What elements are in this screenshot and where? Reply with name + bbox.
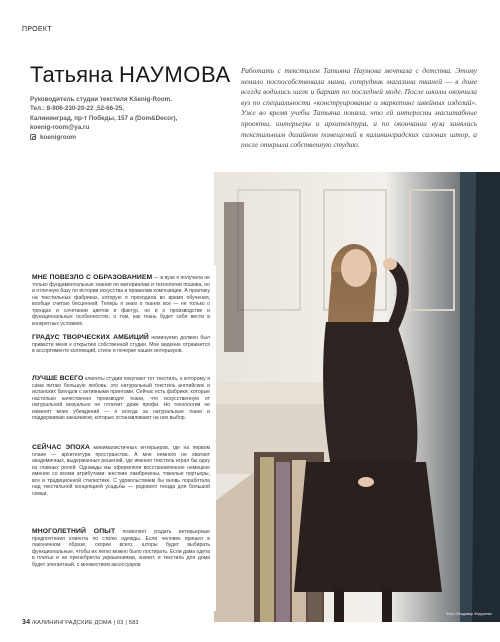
instagram-handle: koenigroom	[40, 133, 77, 141]
intro-text: Работать с текстилем Татьяна Наумова мечтала с детства. Этому немало поспособствовала мама, сотрудник магазина тканей — в доме всегда водились шелк и бархат по последней моде. После школы окончила вуз по специальности «конструирование и маркетинг швейных изделий». Уже во время учебы Татьяна поняла, что ей интересны масштабные проекты, интерьеры и архитектура, и по окончании вуза занялась текстильным дизайном помещений в калининградских салонах штор, а после открыла собственную студию.	[241, 66, 477, 150]
magazine-name: /КАЛИНИНГРАДСКИЕ ДОМА | 03 | 583	[31, 620, 139, 626]
paragraph-heading: ГРАДУС ТВОРЧЕСКИХ АМБИЦИЙ	[32, 334, 149, 341]
paragraph-heading: МНЕ ПОВЕЗЛО С ОБРАЗОВАНИЕМ	[32, 274, 153, 281]
paragraph-heading: СЕЙЧАС ЭПОХА	[32, 444, 91, 451]
paragraph-best	[32, 376, 210, 422]
contact-phone: Тел.: 8-906-230-20-22 ,52-66-25,	[30, 105, 124, 113]
first-name: Татьяна	[30, 62, 113, 87]
paragraph-body: — в вузе я получила не только фундаментальные знания по материалам и технологии пошива, но и отличную базу по истории искусства и правилам композиции. А практику на текстильных фабриках, которую я проходила во время обучения, вообще считаю бесценной. Теперь я знаю о тканях все — не только о трендах и сочетании цветов и фактур, но и о производстве и функциональных особенностях, о том, как ткань будет себя вести в конкретных условиях.	[32, 275, 210, 327]
paragraph-body: неминуемо должен был привести меня к открытию собственной студии. Мое видение отражается в ассортименте коллекций, стиле и почерке наших интерьеров.	[32, 335, 210, 355]
person-name	[30, 62, 231, 88]
paragraph-body: минималистичных интерьеров, где на первом плане — архитектура пространства. А мне немного не хватает академичных, выдержанных решений, где именно текстиль играл бы одну из главных ролей. Однажды мы оформляли восстановленное немецкое имение со всеми атрибутами: жесткие ламбрекены, тяжелые портьеры, все в традиционной стилистике. С удовольствием бы вновь поработала над текстильной концепцией усадьбы — родового гнезда для большой семьи.	[32, 445, 211, 497]
section-label: ПРОЕКТ	[22, 26, 52, 33]
contact-instagram	[30, 133, 235, 142]
paragraph-education	[32, 275, 210, 327]
contact-email: koenig-room@ya.ru	[30, 124, 90, 132]
photo-credit: Фото: Владимир Федоренко	[446, 612, 492, 616]
paragraph-heading: ЛУЧШЕ ВСЕГО	[32, 375, 84, 382]
page-number: 34	[22, 619, 31, 626]
paragraph-epoch	[32, 445, 210, 497]
paragraph-experience	[32, 529, 210, 568]
paragraph-body: клиенты студии покупают тот текстиль, к которому я сама питаю большую любовь: это натуральный текстиль английских и испанских брендов с активными принтами. Сейчас есть фабрики, которые настолько качественно производят ткани, что искусственную от натуральной визуально не отличит даже профи. Но технологии не изменят моих убеждений — я всегда за натуральные ткани и поддерживаю заказчиков, которые останавливают на них выбор.	[32, 376, 210, 422]
article-text-box	[24, 265, 216, 611]
portrait-photo	[214, 172, 500, 622]
page-footer	[22, 619, 139, 626]
paragraph-ambitions	[32, 335, 210, 355]
portrait-illustration	[214, 172, 500, 622]
last-name: НАУМОВА	[118, 62, 231, 87]
contact-address: Калининград, пр-т Победы, 157 а (Dom&Decor),	[30, 114, 178, 122]
contact-role: Руководитель студии текстиля Kšenig-Room.	[30, 96, 173, 103]
paragraph-body: позволяет угадать интерьерные предпочтения клиента по стилю одежды. Если человек пришел в лаконичном образе, скорее всего, шторы будет выбирать функциональные, чтобы их легко можно было постирать. Если дама одета в платье и не пренебрегла украшениями, значит, и текстиль для дома будет элегантный, с множеством аксессуаров	[32, 529, 211, 568]
paragraph-heading: МНОГОЛЕТНИЙ ОПЫТ	[32, 528, 116, 535]
contact-block	[30, 95, 235, 142]
instagram-icon	[30, 134, 36, 140]
